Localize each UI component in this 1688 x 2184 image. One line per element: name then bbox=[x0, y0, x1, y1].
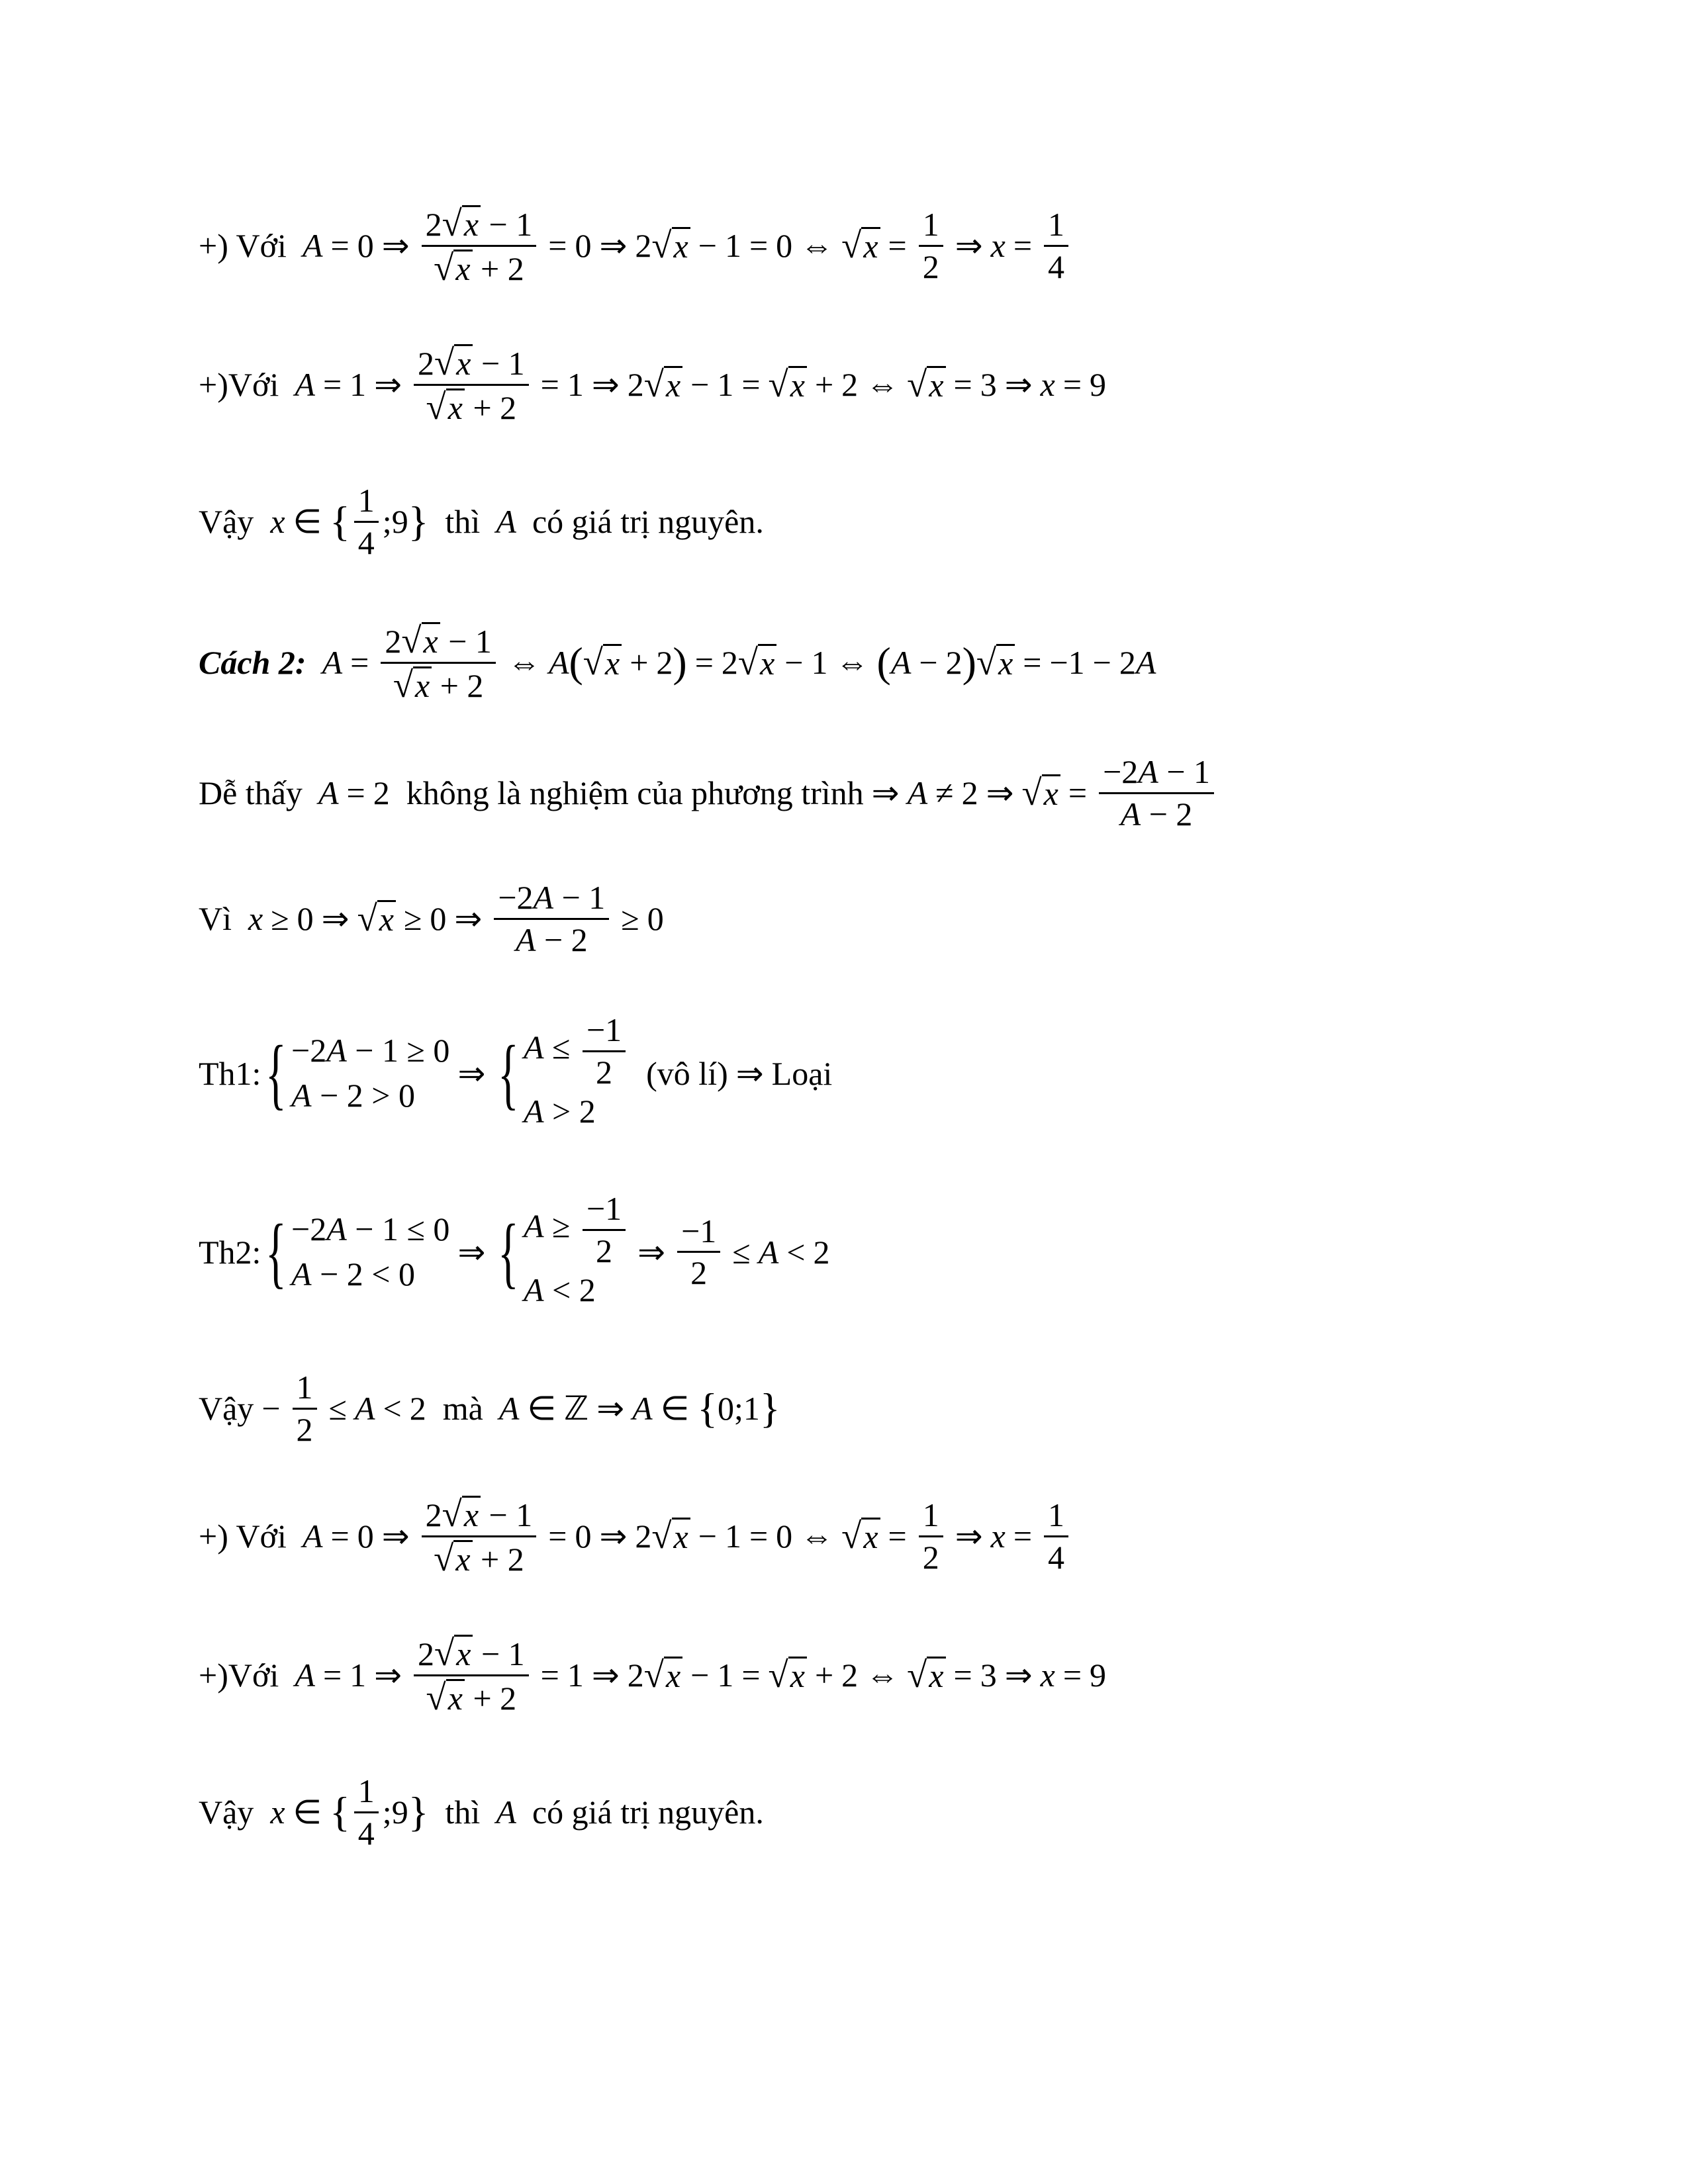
condition-prefix: Vì bbox=[199, 900, 232, 937]
line-case-th1: Th1: { −2A − 1 ≥ 0 A − 2 > 0 ⇒ { A ≤ $\frac{-1}{2}$ A > 2 (vô lí) ⇒ Loại bbox=[199, 1011, 833, 1130]
conclusion-suffix: thì bbox=[445, 503, 481, 540]
line-method-2: Cách 2: A = 2 √ x − 1 √ x + 2 ⇔ A ( √ x + 2 ) = 2 √ x − 1 ⇔ ( A − 2 ) √ x = −1 − 2 A bbox=[199, 620, 1156, 705]
fraction: 2 √ x − 1 √ x + 2 bbox=[422, 205, 537, 286]
line-case-a0-b: +) Với A = 0 ⇒ 2 √ x − 1 √ x + 2 = 0 ⇒ 2 √ x − 1 = 0 ⇔ √ x = $\frac{1}{2}$ ⇒ x = $\frac{1}{4}$ bbox=[199, 1496, 1072, 1576]
line-case-th2: Th2: { −2A − 1 ≤ 0 A − 2 < 0 ⇒ { A ≥ $\frac{-1}{2}$ A < 2 ⇒ $\frac{-1}{2}$ ≤ A < 2 bbox=[199, 1190, 830, 1308]
range-mid: mà bbox=[442, 1390, 483, 1427]
line-case-a0: +) Với A = 0 ⇒ 2 √ x − 1 √ x + 2 = 0 ⇒ 2 √ x − 1 = 0 ⇔ √ x = $\frac{1}{2}$ ⇒ x = $\frac{1}{4}$ bbox=[199, 205, 1072, 286]
case-prefix: +)Với bbox=[199, 366, 279, 403]
line-conclusion-2: Vậy x ∈ { $\frac{1}{4}$ ;9 } thì A có giá trị nguyên. bbox=[199, 1772, 764, 1852]
line-condition: Vì x ≥ 0 ⇒ √ x ≥ 0 ⇒ $\frac{-2A - 1}{A - 2}$ ≥ 0 bbox=[199, 879, 664, 958]
th1-note: (vô lí) bbox=[646, 1054, 728, 1092]
conclusion-prefix: Vậy bbox=[199, 503, 254, 540]
case-prefix: +) Với bbox=[199, 227, 287, 264]
conclusion-prefix: Vậy bbox=[199, 1794, 254, 1831]
line-note: Dễ thấy A = 2 không là nghiệm của phương trình ⇒ A ≠ 2 ⇒ √ x = $\frac{-2A - 1}{A - 2}$ bbox=[199, 754, 1218, 831]
case-prefix: +)Với bbox=[199, 1657, 279, 1694]
math: A bbox=[286, 227, 323, 264]
th1-label: Th1: bbox=[199, 1054, 261, 1092]
line-range: Vậy − $\frac{1}{2}$ ≤ A < 2 mà A ∈ ℤ ⇒ A ∈ { 0;1 } bbox=[199, 1369, 780, 1448]
th2-label: Th2: bbox=[199, 1233, 261, 1271]
th1-result: Loại bbox=[771, 1054, 833, 1092]
line-case-a1: +)Với A = 1 ⇒ 2 √ x − 1 √ x + 2 = 1 ⇒ 2 √ x − 1 = √ x + 2 ⇔ √ x = 3 ⇒ x = 9 bbox=[199, 342, 1107, 427]
conclusion-suffix2: có giá trị nguyên. bbox=[532, 503, 764, 540]
note-prefix: Dễ thấy bbox=[199, 774, 303, 811]
method-label: Cách 2: bbox=[199, 644, 306, 681]
case-prefix: +) Với bbox=[199, 1518, 287, 1555]
range-prefix: Vậy bbox=[199, 1390, 254, 1427]
conclusion-suffix: thì bbox=[445, 1794, 481, 1831]
conclusion-suffix2: có giá trị nguyên. bbox=[532, 1794, 764, 1831]
line-case-a1-b: +)Với A = 1 ⇒ 2 √ x − 1 √ x + 2 = 1 ⇒ 2 √ x − 1 = √ x + 2 ⇔ √ x = 3 ⇒ x = 9 bbox=[199, 1633, 1107, 1717]
line-conclusion-1: Vậy x ∈ { $\frac{1}{4}$ ;9 } thì A có giá trị nguyên. bbox=[199, 482, 764, 561]
note-text: không là nghiệm của phương trình bbox=[406, 774, 864, 811]
